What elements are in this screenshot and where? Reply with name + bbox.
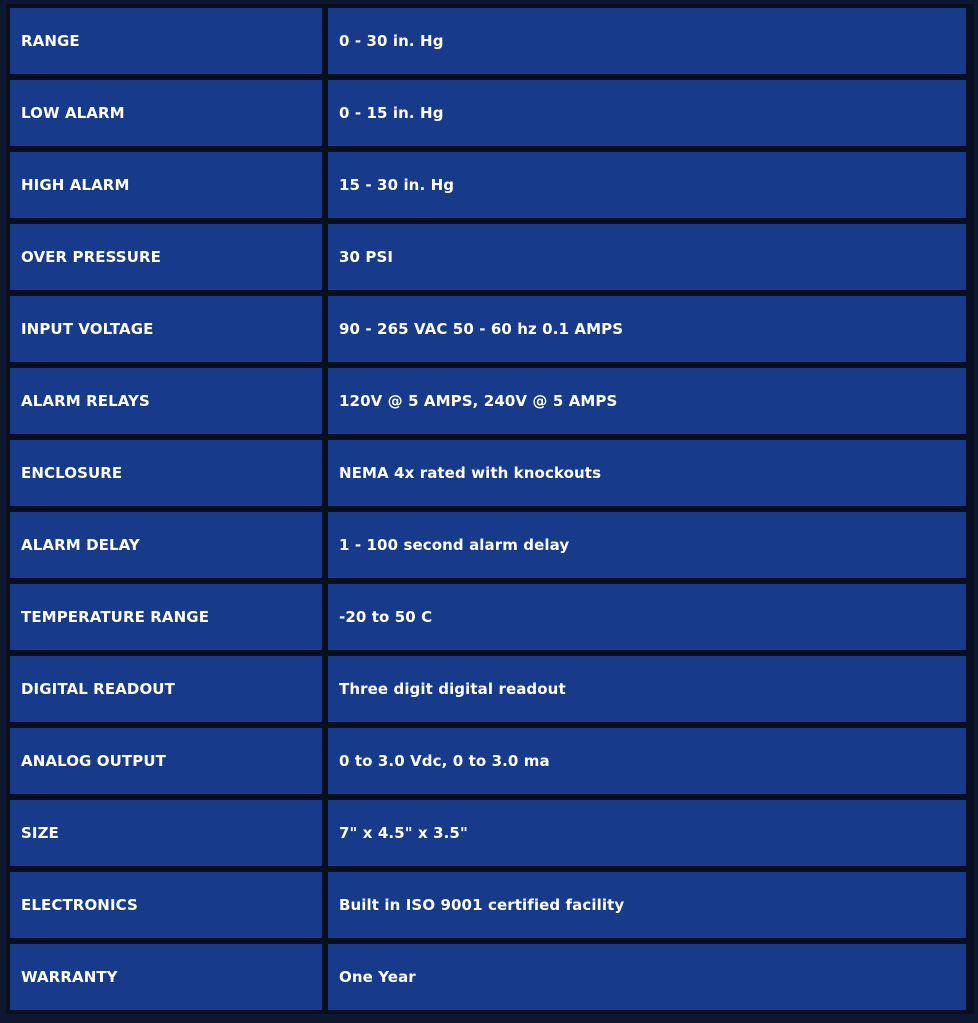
- spec-label: TEMPERATURE RANGE: [10, 584, 322, 650]
- spec-value: NEMA 4x rated with knockouts: [328, 440, 966, 506]
- spec-label: ELECTRONICS: [10, 872, 322, 938]
- spec-row-low-alarm: [7, 77, 973, 149]
- spec-row-over-pressure: [7, 221, 973, 293]
- spec-row-temperature-range: [7, 581, 973, 653]
- spec-label: INPUT VOLTAGE: [10, 296, 322, 362]
- spec-label: ENCLOSURE: [10, 440, 322, 506]
- spec-label: ALARM RELAYS: [10, 368, 322, 434]
- spec-row-digital-readout: [7, 653, 973, 725]
- spec-label: WARRANTY: [10, 944, 322, 1010]
- spec-row-high-alarm: [7, 149, 973, 221]
- spec-label: DIGITAL READOUT: [10, 656, 322, 722]
- spec-label: ANALOG OUTPUT: [10, 728, 322, 794]
- spec-value: 0 - 30 in. Hg: [328, 8, 966, 74]
- spec-value: -20 to 50 C: [328, 584, 966, 650]
- spec-row-electronics: [7, 869, 973, 941]
- spec-label: LOW ALARM: [10, 80, 322, 146]
- spec-value: One Year: [328, 944, 966, 1010]
- spec-row-warranty: [7, 941, 973, 1013]
- spec-label: SIZE: [10, 800, 322, 866]
- spec-value: 120V @ 5 AMPS, 240V @ 5 AMPS: [328, 368, 966, 434]
- spec-value: 7" x 4.5" x 3.5": [328, 800, 966, 866]
- spec-value: 0 to 3.0 Vdc, 0 to 3.0 ma: [328, 728, 966, 794]
- spec-row-size: [7, 797, 973, 869]
- spec-row-range: [7, 5, 973, 77]
- spec-table: [6, 4, 974, 1014]
- spec-row-input-voltage: [7, 293, 973, 365]
- spec-value: 1 - 100 second alarm delay: [328, 512, 966, 578]
- spec-value: 90 - 265 VAC 50 - 60 hz 0.1 AMPS: [328, 296, 966, 362]
- spec-row-analog-output: [7, 725, 973, 797]
- spec-value: Three digit digital readout: [328, 656, 966, 722]
- spec-label: HIGH ALARM: [10, 152, 322, 218]
- spec-value: 15 - 30 in. Hg: [328, 152, 966, 218]
- spec-value: 0 - 15 in. Hg: [328, 80, 966, 146]
- spec-value: Built in ISO 9001 certified facility: [328, 872, 966, 938]
- spec-row-enclosure: [7, 437, 973, 509]
- spec-label: ALARM DELAY: [10, 512, 322, 578]
- spec-row-alarm-delay: [7, 509, 973, 581]
- spec-label: RANGE: [10, 8, 322, 74]
- spec-label: OVER PRESSURE: [10, 224, 322, 290]
- spec-value: 30 PSI: [328, 224, 966, 290]
- spec-row-alarm-relays: [7, 365, 973, 437]
